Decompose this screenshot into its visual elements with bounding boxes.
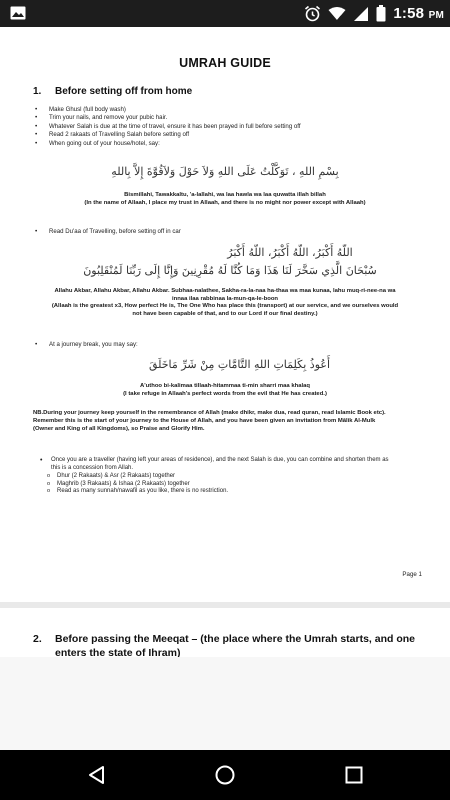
home-icon[interactable]: [214, 764, 236, 786]
bullet-list-1: [45, 106, 301, 148]
battery-icon: [376, 5, 386, 22]
transliteration-2: Allahu Akbar, Allahu Akbar, Allahu Akbar. Subhaa-nalathee, Sakha-ra-la-naa ha-thaa wa maa kunaa, lahu muq-ri-nee-na wa innaa ilaa rabbinaa la-mun-qa-le-boon (Allaah is the greatest x3, How perfect He is, The One Who has place this (transport) at our service, and we ourselves would not have been capable of that, and to our Lord if our final destiny.): [51, 288, 399, 318]
sub-list-4: [48, 473, 428, 496]
signal-icon: [353, 6, 369, 22]
bullet-2: [45, 228, 181, 236]
list-item: • Read Du'aa of Travelling, before setting off in car: [45, 228, 181, 236]
transliteration-3: A'uthoo bi-kalimaa tillaah-hitammaa ti-min sharri maa khalaq (I take refuge in Allaah's perfect words from the evil that He has created.): [123, 383, 327, 397]
list-item: • When going out of your house/hotel, say:: [45, 140, 301, 148]
image-icon: [10, 6, 26, 20]
section-heading-2: 2. Before passing the Meeqat – (the place where the Umrah starts, and one enters the state of Ihram): [33, 633, 416, 657]
list-item: • Once you are a traveller (having left your areas of residence), and the next Salah is due, you can combine and shorten them as this is a concession from Allah.: [42, 457, 422, 472]
transliteration-1: Bismillahi, Tawakkaltu, 'a-lallahi, wa laa hawla wa laa quwatta illah billah (In the name of Allaah, I place my trust in Allaah, and there is no might nor power except with Allaah): [84, 192, 366, 206]
wifi-icon: [328, 6, 346, 21]
list-item: o Dhur (2 Rakaats) & Asr (2 Rakaats) together: [48, 473, 428, 481]
navigation-bar: [0, 750, 450, 800]
list-item: o Maghrib (3 Rakaats) & Ishaa (2 Rakaats) together: [48, 481, 428, 489]
list-item: • At a journey break, you may say:: [45, 341, 138, 349]
recents-icon[interactable]: [343, 764, 365, 786]
status-bar: [0, 0, 450, 27]
arabic-dua-2a: اللّهُ أَكْبَرُ، اللّهُ أَكْبَرُ، اللّهُ أَكْبَرُ: [227, 246, 353, 259]
arabic-dua-3: أَعُوذُ بِكَلِمَاتِ اللهِ التَّامَّاتِ مِنْ شَرِّ مَاخَلَقَ: [148, 358, 330, 371]
arabic-dua-2b: سُبْحَانَ الَّذِي سَخَّرَ لَنَا هَذَا وَمَا كُنَّا لَهُ مُقْرِنِينَ وَإِنَّا إِلَى رَبِّنَا لَمُنْقَلِبُونَ: [83, 264, 377, 277]
pdf-page[interactable]: [0, 27, 450, 657]
section-heading-1: 1. Before setting off from home: [33, 86, 193, 97]
bullet-3: [45, 341, 138, 349]
list-item: o Read as many sunnah/nawafil as you like, there is no restriction.: [48, 488, 428, 496]
list-item: • Whatever Salah is due at the time of travel, ensure it has been prayed in full before setting off: [45, 123, 301, 131]
back-icon[interactable]: [86, 764, 108, 786]
nb-paragraph: NB.During your journey keep yourself in the remembrance of Allah (make dhikr, make dua, read quran, read Islamic Book etc). Remember this is the start of your journey to the House of Allah, and you have been given an invitation from Mālik Al-Mulk (Owner and King of all Kingdoms), so Praise and Glorify Him.: [33, 410, 386, 432]
page-bottom-area: [0, 657, 450, 750]
list-item: • Make Ghusl (full body wash): [45, 106, 301, 114]
clock: 1:58 PM: [393, 5, 444, 22]
list-item: • Read 2 rakaats of Travelling Salah before setting off: [45, 131, 301, 139]
list-item: • Trim your nails, and remove your pubic hair.: [45, 114, 301, 122]
arabic-dua-1: بِسْمِ اللهِ ، تَوَكَّلْتُ عَلَى اللهِ وَلاَ حَوْلَ وَلاَقُوَّةَ إِلاَّ بِاللهِ: [111, 165, 339, 178]
page-divider: [0, 602, 450, 608]
page-title: UMRAH GUIDE: [179, 56, 271, 70]
page-number: Page 1: [402, 571, 422, 578]
bullet-4: [42, 457, 422, 472]
alarm-icon: [304, 5, 321, 22]
